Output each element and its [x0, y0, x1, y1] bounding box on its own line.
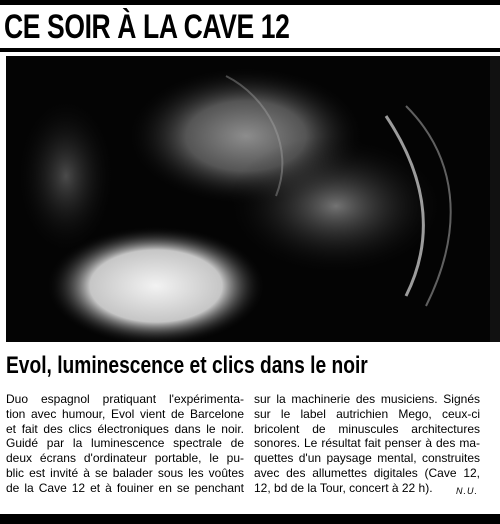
body-line: avec des allumettes digitales (Cave 12, [254, 465, 480, 480]
headline-rule [0, 48, 500, 52]
concert-photo [6, 56, 490, 342]
headline: CE SOIR À LA CAVE 12 [4, 8, 290, 46]
body-line: deux écrans d'ordinateur portable, le pu- [6, 451, 244, 466]
body-line: 12, bd de la Tour, concert à 22 h). [254, 480, 433, 495]
body-line: bricolent de minuscules architectures [254, 421, 480, 436]
article-column-1 [6, 392, 244, 496]
article-subheadline: Evol, luminescence et clics dans le noir [6, 352, 368, 379]
body-line: tion avec humour, Evol vient de Barcelone [6, 406, 244, 421]
bottom-border [0, 514, 500, 524]
body-line: quettes d'un paysage mental, construites [254, 451, 480, 466]
article-column-2 [254, 392, 480, 496]
body-line: blic est invité à se balader sous les voûtes [6, 465, 244, 480]
body-line: sur la machinerie des musiciens. Signés [254, 392, 480, 406]
body-line: et fait des clics électroniques dans le noir. [6, 421, 244, 436]
body-line: Guidé par la luminescence spectrale de [6, 436, 244, 451]
body-line: sonores. Le résultat fait penser à des ma- [254, 436, 480, 451]
concert-photo-image [6, 56, 490, 342]
author-credit: N.U. [456, 486, 478, 496]
body-line: de la Cave 12 et à fouiner en se penchant [6, 480, 244, 495]
body-line: Duo espagnol pratiquant l'expérimenta- [6, 392, 244, 406]
body-line: sur le label autrichien Mego, ceux-ci [254, 406, 480, 421]
photo-border-right [490, 56, 500, 342]
